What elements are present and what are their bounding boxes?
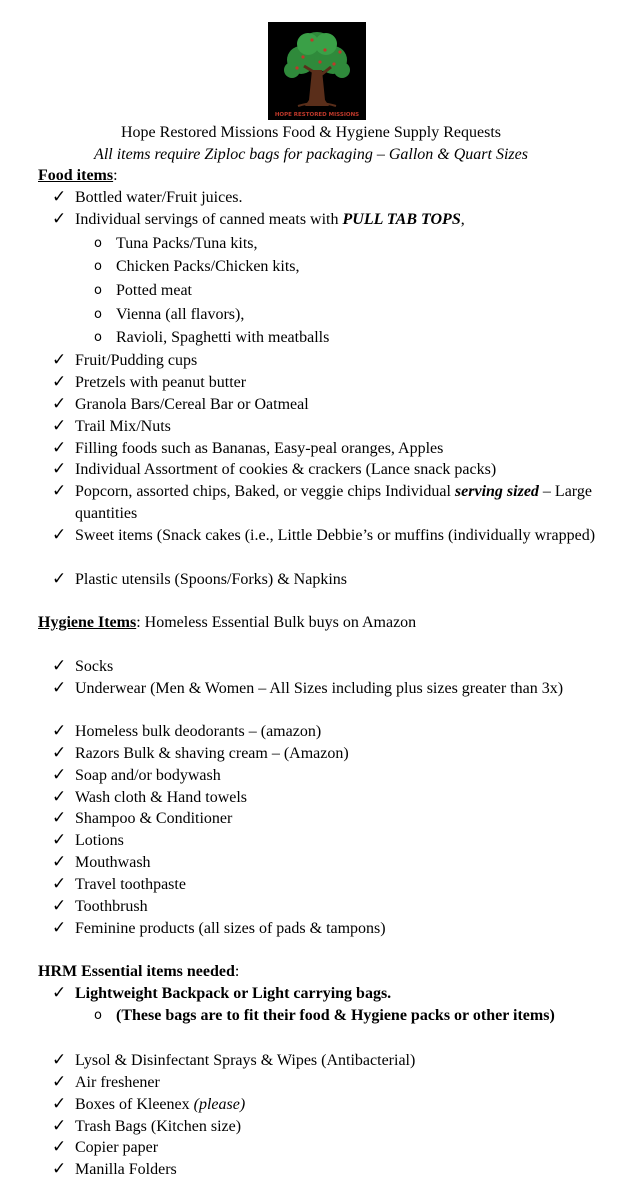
check-icon: ✓ <box>52 209 67 229</box>
food-item-text: Granola Bars/Cereal Bar or Oatmeal <box>75 396 309 413</box>
hygiene-item-text: Underwear (Men & Women – All Sizes including plus sizes greater than 3x) <box>75 680 564 697</box>
check-icon: ✓ <box>52 678 67 698</box>
meat-sub-item-text: Vienna (all flavors), <box>116 306 245 323</box>
hygiene-item-text: Travel toothpaste <box>75 876 186 893</box>
hrm-item-text: Manilla Folders <box>75 1161 177 1178</box>
check-icon: ✓ <box>52 438 67 458</box>
canned-meats-text: Individual servings of canned meats with <box>75 211 343 228</box>
hrm-item-text: Trash Bags (Kitchen size) <box>75 1118 242 1135</box>
food-item <box>52 394 595 416</box>
serving-sized-emphasis: serving sized <box>454 483 539 500</box>
food-item-text: Sweet items (Snack cakes (i.e., Little Debbie’s or muffins (individually wrapped) <box>75 527 596 544</box>
please-emphasis: (please) <box>193 1096 246 1113</box>
hrm-item <box>52 1072 595 1094</box>
food-item-text: Filling foods such as Bananas, Easy-peal oranges, Apples <box>75 440 444 457</box>
check-icon: ✓ <box>52 721 67 741</box>
hygiene-item-text: Socks <box>75 658 114 675</box>
meat-sub-item-text: Ravioli, Spaghetti with meatballs <box>116 329 330 346</box>
check-icon: ✓ <box>52 372 67 392</box>
food-item-canned-meats <box>52 209 595 231</box>
food-item <box>52 438 595 460</box>
hygiene-item-text: Soap and/or bodywash <box>75 767 221 784</box>
check-icon: ✓ <box>52 1094 67 1114</box>
hygiene-items-heading <box>38 612 416 634</box>
check-icon: ✓ <box>52 416 67 436</box>
food-items-heading-label: Food items <box>38 167 114 184</box>
hygiene-item <box>52 656 595 678</box>
popcorn-text: Popcorn, assorted chips, Baked, or veggie chips Individual <box>75 483 455 500</box>
food-item <box>52 372 595 394</box>
bullet-icon: o <box>94 236 102 251</box>
food-item-text: Individual Assortment of cookies & crackers (Lance snack packs) <box>75 461 497 478</box>
meat-sub-item <box>94 256 586 278</box>
kleenex-text: Boxes of Kleenex <box>75 1096 194 1113</box>
check-icon: ✓ <box>52 787 67 807</box>
meat-sub-item-text: Chicken Packs/Chicken kits, <box>116 258 300 275</box>
canned-meats-suffix: , <box>460 211 465 228</box>
hygiene-item <box>52 830 595 852</box>
tree-logo-graphic <box>268 22 366 120</box>
meat-sub-item <box>94 327 586 349</box>
meat-sub-item <box>94 280 586 302</box>
hrm-essential-heading-label: HRM Essential items needed <box>38 963 235 980</box>
food-item-popcorn <box>52 481 595 525</box>
bullet-icon: o <box>94 330 102 345</box>
hygiene-item-text: Shampoo & Conditioner <box>75 810 233 827</box>
hygiene-item <box>52 765 595 787</box>
hygiene-item-text: Wash cloth & Hand towels <box>75 789 248 806</box>
hrm-item-text: Air freshener <box>75 1074 160 1091</box>
hrm-item <box>52 1050 595 1072</box>
hygiene-item-text: Feminine products (all sizes of pads & tampons) <box>75 920 386 937</box>
hygiene-item <box>52 808 595 830</box>
hygiene-item <box>52 721 595 743</box>
bullet-icon: o <box>94 283 102 298</box>
food-item-text: Bottled water/Fruit juices. <box>75 189 243 206</box>
hrm-essential-heading <box>38 961 239 983</box>
popcorn-suffix: – Large quantities <box>75 483 592 522</box>
food-item <box>52 459 595 481</box>
hygiene-item-text: Mouthwash <box>75 854 151 871</box>
check-icon: ✓ <box>52 350 67 370</box>
hygiene-item-text: Lotions <box>75 832 124 849</box>
check-icon: ✓ <box>52 394 67 414</box>
hrm-sub-item <box>94 1005 586 1027</box>
hygiene-item <box>52 874 595 896</box>
check-icon: ✓ <box>52 1159 67 1179</box>
hygiene-item <box>52 896 595 918</box>
logo-text: HOPE RESTORED MISSIONS <box>274 112 360 118</box>
check-icon: ✓ <box>52 918 67 938</box>
tree-trunk <box>305 70 329 106</box>
hope-restored-missions-logo <box>268 22 366 120</box>
food-item-text: Fruit/Pudding cups <box>75 352 198 369</box>
food-items-heading <box>38 165 118 187</box>
hrm-item <box>52 1116 595 1138</box>
food-item <box>52 416 595 438</box>
document-subtitle: All items require Ziploc bags for packaging – Gallon & Quart Sizes <box>94 146 528 163</box>
check-icon: ✓ <box>52 569 67 589</box>
meat-sub-item-text: Tuna Packs/Tuna kits, <box>116 235 258 252</box>
hrm-sub-item-text: (These bags are to fit their food & Hygiene packs or other items) <box>116 1007 555 1024</box>
food-item-water <box>52 187 595 209</box>
food-item-text: Plastic utensils (Spoons/Forks) & Napkins <box>75 571 348 588</box>
check-icon: ✓ <box>52 808 67 828</box>
meat-sub-item-text: Potted meat <box>116 282 192 299</box>
hrm-item-kleenex <box>52 1094 595 1116</box>
check-icon: ✓ <box>52 656 67 676</box>
hrm-item <box>52 1137 595 1159</box>
check-icon: ✓ <box>52 983 67 1003</box>
check-icon: ✓ <box>52 852 67 872</box>
check-icon: ✓ <box>52 459 67 479</box>
document-title: Hope Restored Missions Food & Hygiene Supply Requests <box>121 124 501 141</box>
check-icon: ✓ <box>52 743 67 763</box>
check-icon: ✓ <box>52 1050 67 1070</box>
hrm-item-text: Copier paper <box>75 1139 159 1156</box>
food-items-heading-colon: : <box>113 167 118 184</box>
food-item <box>52 350 595 372</box>
bullet-icon: o <box>94 307 102 322</box>
hygiene-item-text: Toothbrush <box>75 898 148 915</box>
check-icon: ✓ <box>52 1137 67 1157</box>
hygiene-item <box>52 678 595 700</box>
hygiene-item <box>52 918 595 940</box>
check-icon: ✓ <box>52 187 67 207</box>
hygiene-item-text: Homeless bulk deodorants – (amazon) <box>75 723 322 740</box>
pull-tab-tops-emphasis: PULL TAB TOPS <box>342 211 461 228</box>
check-icon: ✓ <box>52 525 67 545</box>
hrm-item-text: Lysol & Disinfectant Sprays & Wipes (Antibacterial) <box>75 1052 416 1069</box>
food-item-utensils <box>52 569 595 591</box>
hrm-item-backpack <box>52 983 595 1005</box>
hygiene-item <box>52 743 595 765</box>
check-icon: ✓ <box>52 874 67 894</box>
bullet-icon: o <box>94 259 102 274</box>
hygiene-item <box>52 787 595 809</box>
hygiene-item <box>52 852 595 874</box>
bullet-icon: o <box>94 1008 102 1023</box>
hygiene-items-heading-label: Hygiene Items <box>38 614 137 631</box>
check-icon: ✓ <box>52 765 67 785</box>
hygiene-item-text: Razors Bulk & shaving cream – (Amazon) <box>75 745 349 762</box>
check-icon: ✓ <box>52 830 67 850</box>
meat-sub-item <box>94 304 586 326</box>
food-item-text: Pretzels with peanut butter <box>75 374 247 391</box>
hygiene-items-heading-note: : Homeless Essential Bulk buys on Amazon <box>136 614 417 631</box>
meat-sub-item <box>94 233 586 255</box>
check-icon: ✓ <box>52 896 67 916</box>
food-item-text: Trail Mix/Nuts <box>75 418 171 435</box>
food-item-sweets <box>52 525 595 547</box>
hrm-item-text: Lightweight Backpack or Light carrying bags. <box>75 985 392 1002</box>
hrm-item <box>52 1159 595 1181</box>
check-icon: ✓ <box>52 1116 67 1136</box>
hrm-essential-heading-colon: : <box>234 963 240 980</box>
check-icon: ✓ <box>52 1072 67 1092</box>
check-icon: ✓ <box>52 481 67 501</box>
